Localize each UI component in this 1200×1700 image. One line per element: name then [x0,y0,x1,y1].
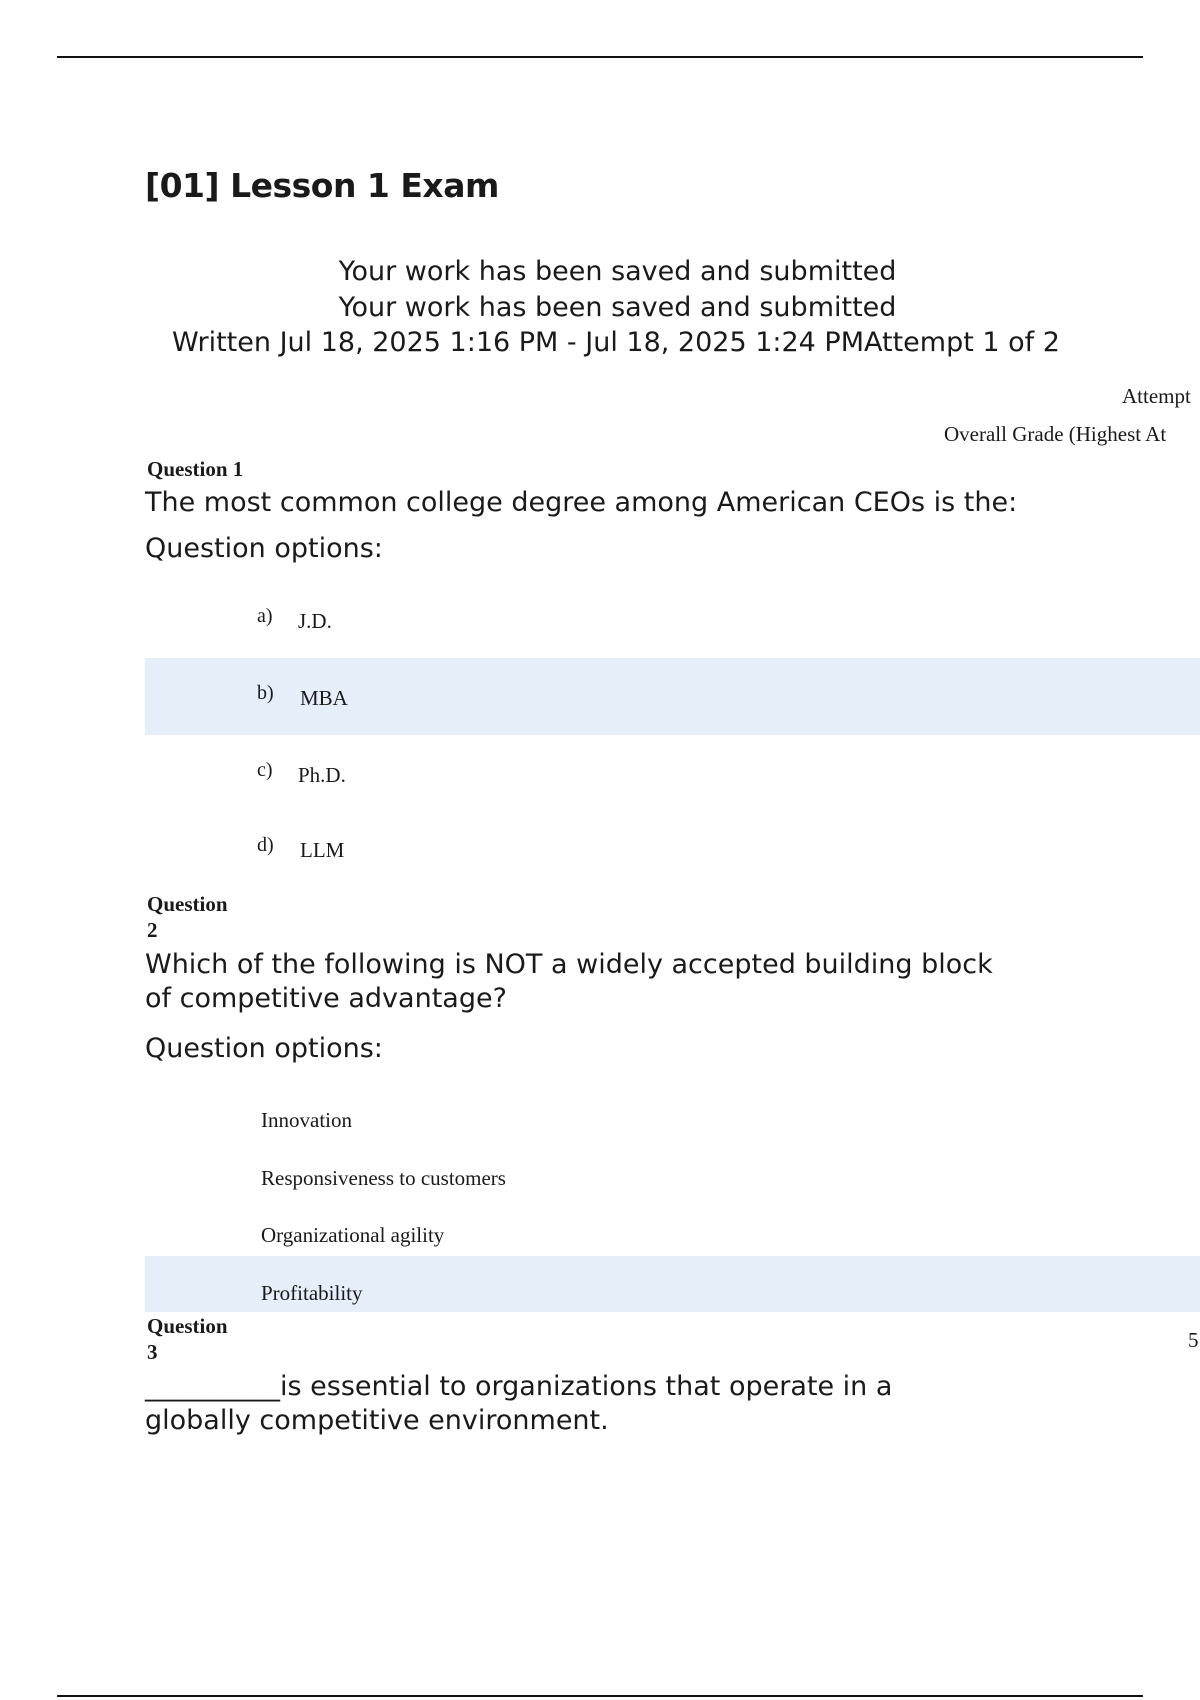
q1-option-c-text: Ph.D. [298,763,346,787]
question-3-heading-word: Question [147,1314,228,1338]
question-3-text: is essential to organizations that operate in a globally competitive environment. [145,1371,893,1436]
attempt-label: Attempt [1122,384,1191,408]
question-2-heading-word: Question [147,892,228,916]
q1-option-d-text: LLM [300,838,345,862]
question-3-side-number: 5 [1188,1328,1199,1352]
question-2-heading-number: 2 [147,918,158,942]
bottom-rule [57,1695,1143,1697]
overall-grade-label: Overall Grade (Highest At [944,422,1167,446]
submission-status-2: Your work has been saved and submitted [338,292,897,323]
question-1-heading: Question 1 [147,457,244,481]
question-2-options-label: Question options: [145,1033,383,1064]
question-2-text: Which of the following is NOT a widely accepted building block of competitive advantage? [145,949,993,1014]
submission-status-1: Your work has been saved and submitted [338,256,897,287]
question-3-text-block [145,1370,1005,1438]
question-1-text: The most common college degree among American CEOs is the: [145,487,1018,518]
question-3-heading-number: 3 [147,1340,158,1364]
q1-option-b-letter: b) [257,682,274,704]
q1-option-c-letter: c) [257,759,273,781]
q2-option-2-text: Responsiveness to customers [261,1166,506,1190]
top-rule [57,56,1143,58]
q2-option-1-text: Innovation [261,1108,352,1132]
written-attempt-line: Written Jul 18, 2025 1:16 PM - Jul 18, 2025 1:24 PMAttempt 1 of 2 [172,327,1060,358]
q1-option-d-letter: d) [257,834,274,856]
q1-option-a-text: J.D. [298,609,332,633]
question-1-options-label: Question options: [145,533,383,564]
page-title: [01] Lesson 1 Exam [145,166,499,205]
q2-option-4-text: Profitability [261,1281,363,1305]
q2-option-3-text: Organizational agility [261,1223,445,1247]
question-3-blank: __________ [145,1371,280,1402]
q1-option-b-text: MBA [300,686,348,710]
q1-option-a-letter: a) [257,605,273,627]
